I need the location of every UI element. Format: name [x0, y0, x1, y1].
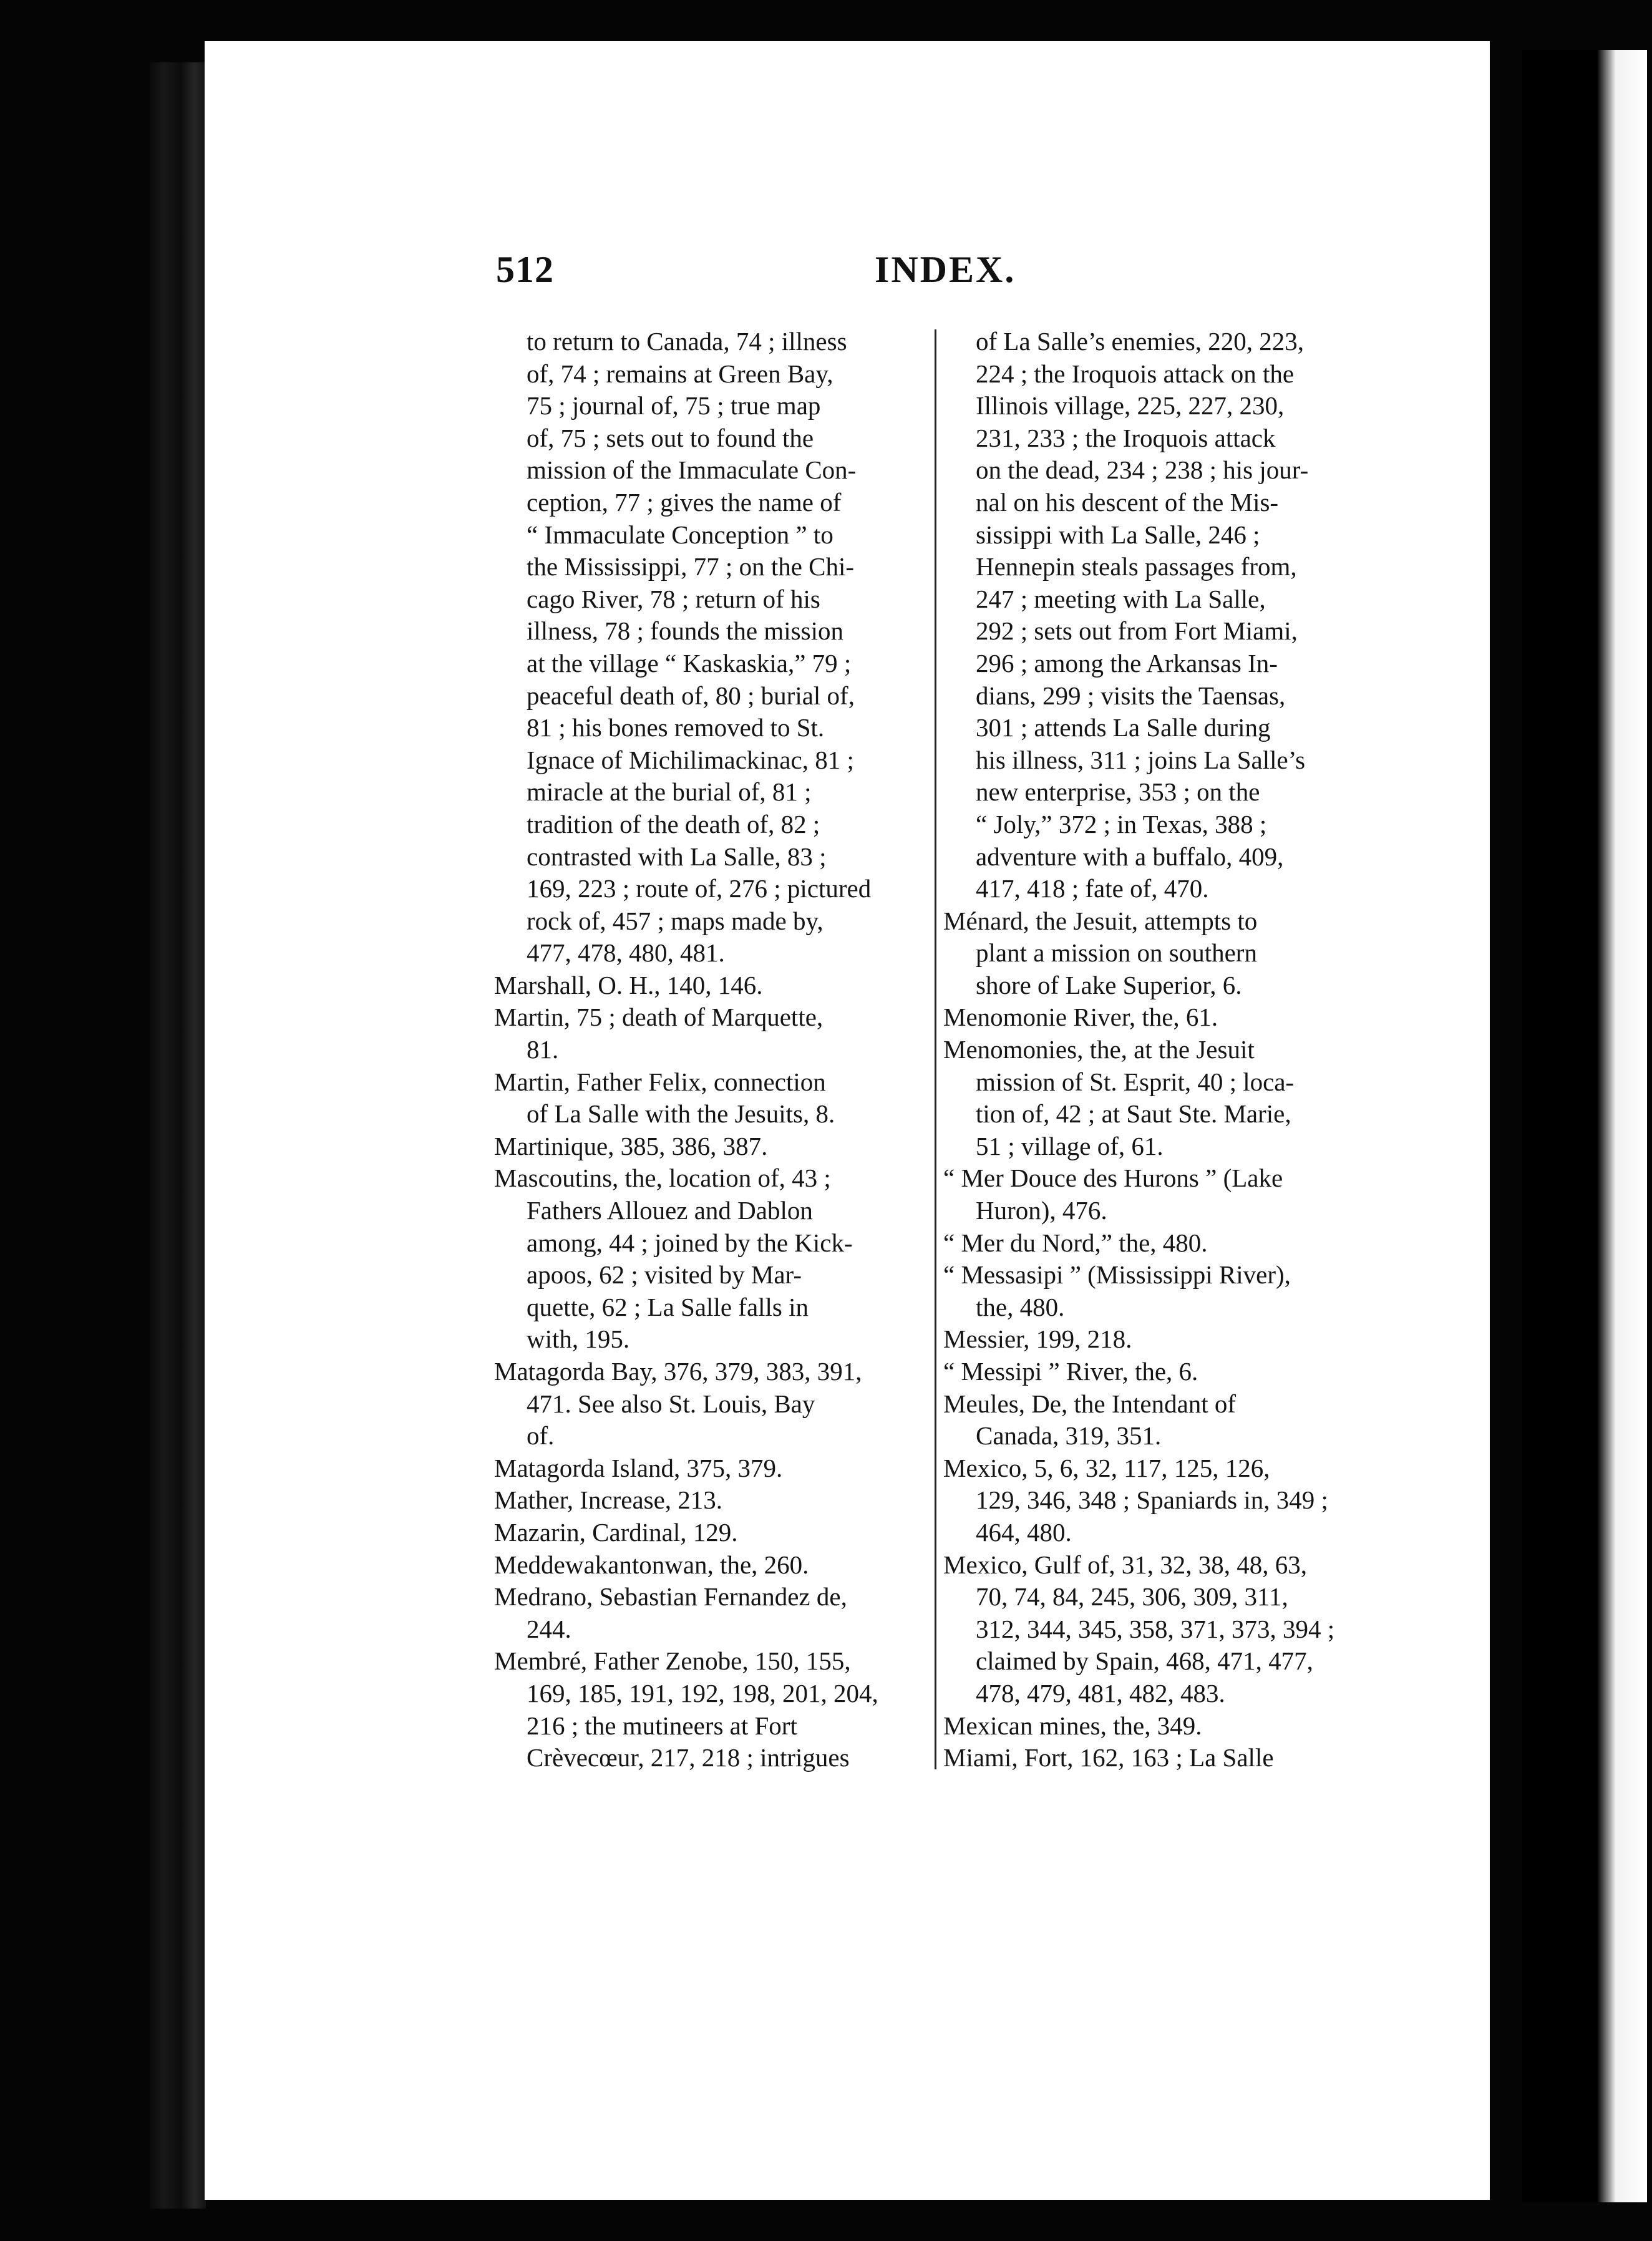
index-entry-line: Meddewakantonwan, the, 260. — [494, 1550, 809, 1579]
index-column-left — [494, 326, 925, 1774]
index-continuation-line: 129, 346, 348 ; Spaniards in, 349 ; — [976, 1485, 1328, 1515]
index-entry-line: Marshall, O. H., 140, 146. — [494, 970, 763, 999]
index-continuation-line: contrasted with La Salle, 83 ; — [527, 842, 827, 871]
index-continuation-line: shore of Lake Superior, 6. — [976, 970, 1242, 999]
index-entry-line: “ Mer Douce des Hurons ” (Lake — [943, 1164, 1283, 1193]
index-continuation-line: 224 ; the Iroquois attack on the — [976, 359, 1295, 388]
index-continuation-line: 81 ; his bones removed to St. — [527, 713, 825, 742]
book-spine-edge — [150, 62, 206, 2209]
index-entry-line: Mexico, 5, 6, 32, 117, 125, 126, — [943, 1453, 1270, 1482]
index-continuation-line: claimed by Spain, 468, 471, 477, — [976, 1646, 1313, 1676]
index-continuation-line: at the village “ Kaskaskia,” 79 ; — [527, 648, 852, 678]
index-continuation-line: 477, 478, 480, 481. — [527, 938, 725, 968]
index-continuation-line: Canada, 319, 351. — [976, 1421, 1162, 1451]
index-continuation-line: Illinois village, 225, 227, 230, — [976, 391, 1285, 420]
index-entry-line: Matagorda Island, 375, 379. — [494, 1453, 783, 1482]
index-continuation-line: apoos, 62 ; visited by Mar- — [527, 1260, 802, 1290]
index-continuation-line: Ignace of Michilimackinac, 81 ; — [527, 745, 854, 774]
index-continuation-line: “ Joly,” 372 ; in Texas, 388 ; — [976, 809, 1267, 839]
index-continuation-line: 70, 74, 84, 245, 306, 309, 311, — [976, 1582, 1288, 1611]
index-continuation-line: 244. — [527, 1614, 571, 1643]
index-continuation-line: 296 ; among the Arkansas In- — [976, 648, 1278, 678]
index-entry-line: Ménard, the Jesuit, attempts to — [943, 906, 1258, 935]
index-continuation-line: 464, 480. — [976, 1517, 1072, 1547]
index-entry-line: Martinique, 385, 386, 387. — [494, 1131, 768, 1160]
index-entry-line: Menomonies, the, at the Jesuit — [943, 1035, 1255, 1064]
index-continuation-line: “ Immaculate Conception ” to — [527, 520, 833, 549]
index-continuation-line: 292 ; sets out from Fort Miami, — [976, 616, 1298, 646]
index-continuation-line: dians, 299 ; visits the Taensas, — [976, 681, 1286, 710]
index-continuation-line: Hennepin steals passages from, — [976, 552, 1297, 581]
page-number: 512 — [496, 249, 554, 290]
index-continuation-line: sissippi with La Salle, 246 ; — [976, 520, 1260, 549]
index-entry-line: Membré, Father Zenobe, 150, 155, — [494, 1646, 851, 1676]
index-entry-line: Mascoutins, the, location of, 43 ; — [494, 1164, 831, 1193]
index-continuation-line: Fathers Allouez and Dablon — [527, 1196, 813, 1225]
index-continuation-line: of, 74 ; remains at Green Bay, — [527, 359, 833, 388]
index-continuation-line: tradition of the death of, 82 ; — [527, 809, 820, 839]
index-continuation-line: the Mississippi, 77 ; on the Chi- — [527, 552, 855, 581]
index-continuation-line: tion of, 42 ; at Saut Ste. Marie, — [976, 1099, 1291, 1129]
index-entry-line: “ Messasipi ” (Mississippi River), — [943, 1260, 1291, 1290]
index-continuation-line: ception, 77 ; gives the name of — [527, 487, 842, 517]
index-continuation-line: Crèvecœur, 217, 218 ; intrigues — [527, 1743, 850, 1772]
index-entry-line: Menomonie River, the, 61. — [943, 1003, 1218, 1032]
index-continuation-line: nal on his descent of the Mis- — [976, 487, 1279, 517]
index-entry-line: Mexican mines, the, 349. — [943, 1711, 1202, 1740]
index-continuation-line: of. — [527, 1421, 555, 1451]
index-entry-line: Martin, 75 ; death of Marquette, — [494, 1003, 824, 1032]
index-entry-line: Meules, De, the Intendant of — [943, 1389, 1237, 1418]
index-continuation-line: new enterprise, 353 ; on the — [976, 777, 1260, 807]
index-continuation-line: peaceful death of, 80 ; burial of, — [527, 681, 855, 710]
index-continuation-line: of La Salle’s enemies, 220, 223, — [976, 327, 1305, 356]
index-continuation-line: of La Salle with the Jesuits, 8. — [527, 1099, 835, 1129]
index-entry-line: Messier, 199, 218. — [943, 1325, 1132, 1354]
index-continuation-line: 231, 233 ; the Iroquois attack — [976, 423, 1276, 452]
index-continuation-line: quette, 62 ; La Salle falls in — [527, 1292, 809, 1321]
index-continuation-line: illness, 78 ; founds the mission — [527, 616, 843, 646]
index-continuation-line: 169, 185, 191, 192, 198, 201, 204, — [527, 1678, 878, 1708]
column-divider — [935, 329, 936, 1769]
index-continuation-line: adventure with a buffalo, 409, — [976, 842, 1284, 871]
index-entry-line: Mexico, Gulf of, 31, 32, 38, 48, 63, — [943, 1550, 1308, 1579]
index-continuation-line: with, 195. — [527, 1325, 630, 1354]
index-entry-line: Miami, Fort, 162, 163 ; La Salle — [943, 1743, 1274, 1772]
index-entry-line: Mather, Increase, 213. — [494, 1485, 723, 1515]
running-head: INDEX. — [875, 249, 1016, 290]
index-entry-line: “ Mer du Nord,” the, 480. — [943, 1228, 1208, 1257]
index-continuation-line: 81. — [527, 1035, 559, 1064]
index-continuation-line: on the dead, 234 ; 238 ; his jour- — [976, 455, 1309, 485]
index-continuation-line: miracle at the burial of, 81 ; — [527, 777, 812, 807]
index-continuation-line: 75 ; journal of, 75 ; true map — [527, 391, 821, 420]
index-continuation-line: cago River, 78 ; return of his — [527, 584, 820, 613]
index-continuation-line: 478, 479, 481, 482, 483. — [976, 1678, 1225, 1708]
index-continuation-line: plant a mission on southern — [976, 938, 1257, 968]
index-continuation-line: mission of St. Esprit, 40 ; loca- — [976, 1067, 1295, 1096]
index-continuation-line: mission of the Immaculate Con- — [527, 455, 857, 485]
index-continuation-line: 247 ; meeting with La Salle, — [976, 584, 1266, 613]
index-continuation-line: Huron), 476. — [976, 1196, 1107, 1225]
index-entry-line: Medrano, Sebastian Fernandez de, — [494, 1582, 847, 1611]
index-continuation-line: to return to Canada, 74 ; illness — [527, 327, 847, 356]
index-continuation-line: of, 75 ; sets out to found the — [527, 423, 814, 452]
index-continuation-line: 312, 344, 345, 358, 371, 373, 394 ; — [976, 1614, 1335, 1643]
index-continuation-line: 417, 418 ; fate of, 470. — [976, 874, 1209, 903]
index-continuation-line: 169, 223 ; route of, 276 ; pictured — [527, 874, 872, 903]
index-continuation-line: 471. See also St. Louis, Bay — [527, 1389, 815, 1418]
index-column-right — [943, 326, 1374, 1774]
index-entry-line: Matagorda Bay, 376, 379, 383, 391, — [494, 1357, 862, 1386]
index-continuation-line: rock of, 457 ; maps made by, — [527, 906, 824, 935]
next-page-edge — [1522, 50, 1647, 2202]
index-entry-line: Martin, Father Felix, connection — [494, 1067, 826, 1096]
index-entry-line: Mazarin, Cardinal, 129. — [494, 1517, 738, 1547]
index-continuation-line: 51 ; village of, 61. — [976, 1131, 1164, 1160]
index-continuation-line: 301 ; attends La Salle during — [976, 713, 1271, 742]
index-entry-line: “ Messipi ” River, the, 6. — [943, 1357, 1198, 1386]
index-continuation-line: the, 480. — [976, 1292, 1065, 1321]
index-continuation-line: 216 ; the mutineers at Fort — [527, 1711, 797, 1740]
index-continuation-line: among, 44 ; joined by the Kick- — [527, 1228, 853, 1257]
index-continuation-line: his illness, 311 ; joins La Salle’s — [976, 745, 1306, 774]
